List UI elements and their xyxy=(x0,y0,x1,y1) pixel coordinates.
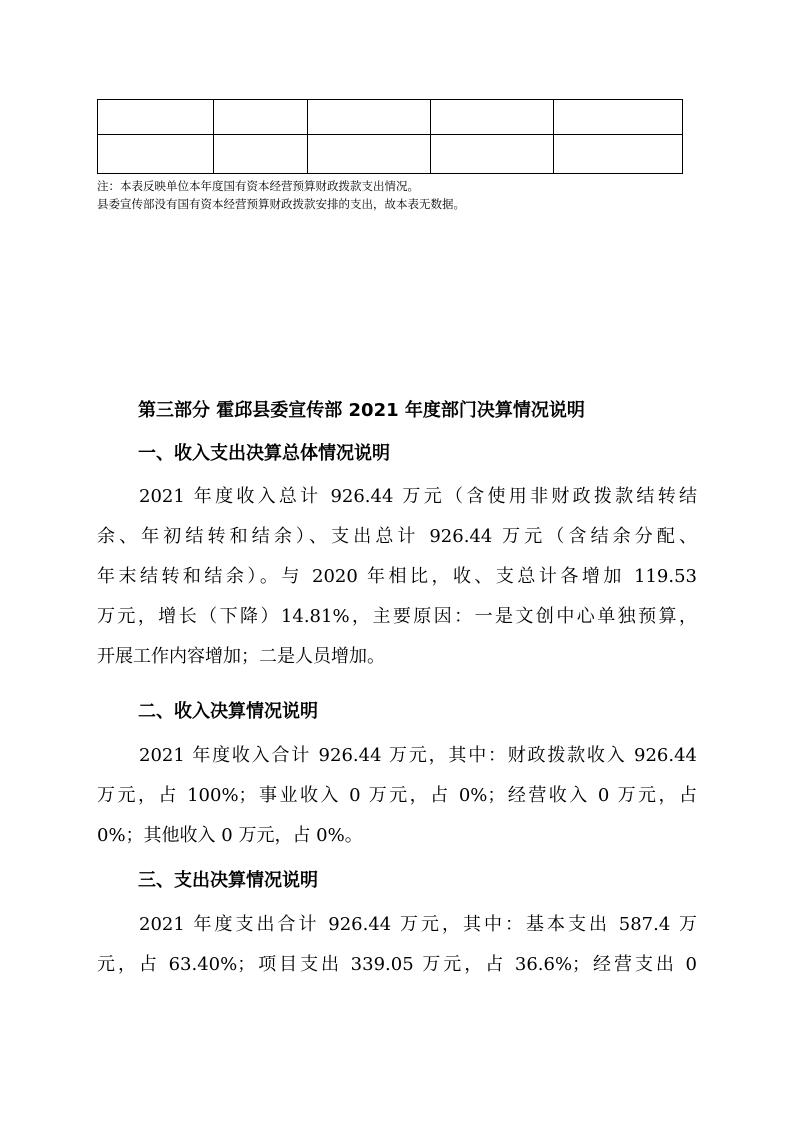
table-cell xyxy=(554,135,683,174)
table-note-2: 县委宣传部没有国有资本经营预算财政拨款安排的支出，故本表无数据。 xyxy=(97,197,465,211)
section-heading-income: 二、收入决算情况说明 xyxy=(138,701,318,722)
section-heading-expense: 三、支出决算情况说明 xyxy=(138,870,318,891)
paragraph-line: 开展工作内容增加；二是人员增加。 xyxy=(97,646,385,667)
paragraph-line: 元，占 63.40%；项目支出 339.05 万元，占 36.6%；经营支出 0 xyxy=(97,954,697,975)
section-paragraph-income xyxy=(97,736,697,856)
paragraph-line: 余、年初结转和结余）、支出总计 926.44 万元（含结余分配、 xyxy=(97,526,697,547)
section-paragraph-expense xyxy=(97,905,697,985)
section-heading-income-expense-overview: 一、收入支出决算总体情况说明 xyxy=(138,443,390,464)
table-note-1: 注：本表反映单位本年度国有资本经营预算财政拨款支出情况。 xyxy=(97,179,419,193)
table-cell xyxy=(98,135,214,174)
paragraph-line: 2021 年度支出合计 926.44 万元，其中：基本支出 587.4 万 xyxy=(139,914,697,935)
empty-data-table xyxy=(97,99,683,174)
paragraph-line: 0%；其他收入 0 万元，占 0%。 xyxy=(97,825,363,846)
table-row xyxy=(98,135,683,174)
paragraph-line: 2021 年度收入总计 926.44 万元（含使用非财政拨款结转结 xyxy=(139,486,697,507)
table-cell xyxy=(308,135,431,174)
table-cell xyxy=(214,100,308,135)
table-cell xyxy=(431,135,554,174)
part-title: 第三部分 霍邱县委宣传部 2021 年度部门决算情况说明 xyxy=(138,400,585,421)
paragraph-line: 2021 年度收入合计 926.44 万元，其中：财政拨款收入 926.44 xyxy=(139,745,697,766)
table-cell xyxy=(431,100,554,135)
paragraph-line: 万元，占 100%；事业收入 0 万元，占 0%；经营收入 0 万元，占 xyxy=(97,785,697,806)
table-cell xyxy=(308,100,431,135)
table-cell xyxy=(214,135,308,174)
table-row xyxy=(98,100,683,135)
table-cell xyxy=(98,100,214,135)
paragraph-line: 万元，增长（下降）14.81%，主要原因：一是文创中心单独预算， xyxy=(97,606,697,627)
paragraph-line: 年末结转和结余）。与 2020 年相比，收、支总计各增加 119.53 xyxy=(97,566,697,587)
section-paragraph-income-expense-overview xyxy=(97,477,697,677)
table-cell xyxy=(554,100,683,135)
